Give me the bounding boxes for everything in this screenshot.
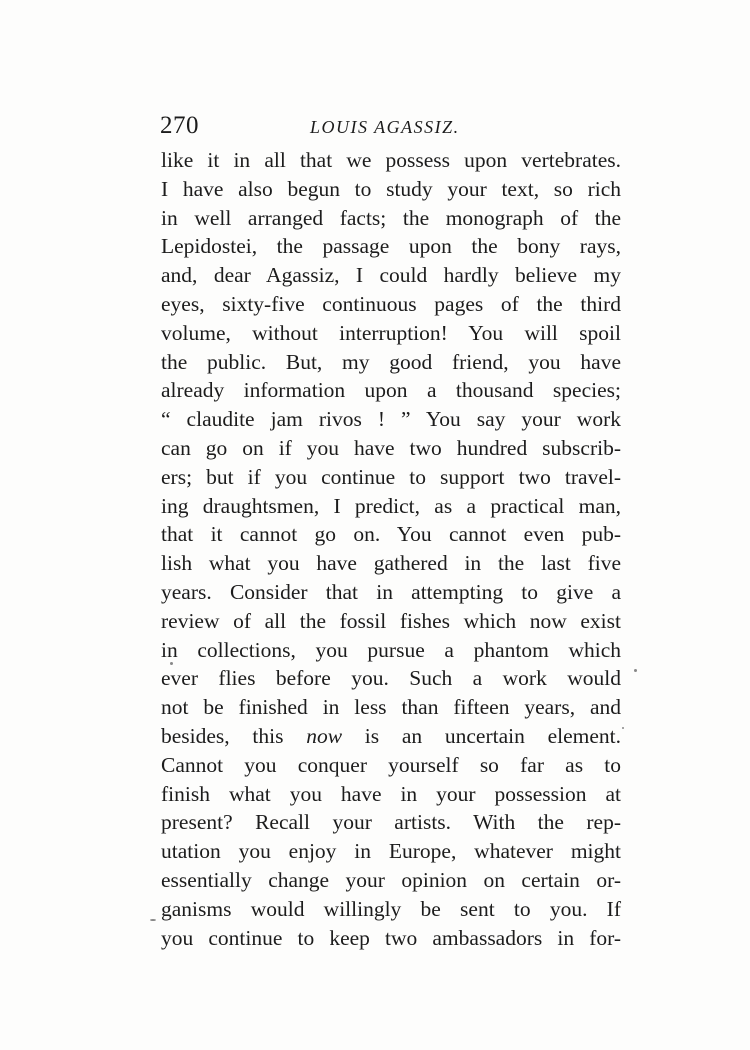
running-title: LOUIS AGASSIZ. [310, 117, 460, 137]
paper-speck [622, 727, 624, 729]
text-line: ever flies before you. Such a work would [161, 666, 621, 691]
text-line: Cannot you conquer yourself so far as to [161, 752, 621, 777]
text-line: in well arranged facts; the monograph of the [161, 205, 621, 230]
paper-speck [170, 662, 173, 665]
text-line: review of all the fossil fishes which now exist [161, 608, 621, 633]
text-line: ers; but if you continue to support two travel- [161, 464, 621, 489]
text-line: like it in all that we possess upon vertebrates. [161, 148, 621, 172]
text-line: volume, without interruption! You will spoil [161, 320, 621, 345]
text-line: that it cannot go on. You cannot even pub- [161, 522, 621, 547]
text-fragment: besides, this [161, 723, 284, 748]
text-line: utation you enjoy in Europe, whatever might [161, 839, 621, 864]
text-fragment: is an uncertain element. [364, 723, 622, 748]
text-line: can go on if you have two hundred subscrib- [161, 435, 621, 460]
text-line: already information upon a thousand species; [161, 378, 621, 403]
paper-speck [150, 919, 156, 921]
text-line: ing draughtsmen, I predict, as a practical man, [161, 493, 621, 518]
text-line: not be finished in less than fifteen years, and [161, 695, 621, 720]
page-number: 270 [160, 112, 199, 139]
text-line: and, dear Agassiz, I could hardly believe my [161, 263, 621, 288]
text-line: you continue to keep two ambassadors in for- [161, 925, 621, 950]
text-line: years. Consider that in attempting to give a [161, 579, 621, 604]
body-text [161, 146, 621, 952]
paper-speck [634, 669, 637, 672]
text-line: Lepidostei, the passage upon the bony rays, [161, 234, 621, 259]
text-line: finish what you have in your possession at [161, 781, 621, 806]
text-line: the public. But, my good friend, you have [161, 349, 621, 374]
text-line: “ claudite jam rivos ! ” You say your work [161, 407, 621, 432]
text-line: in collections, you pursue a phantom which [161, 637, 621, 662]
text-line: present? Recall your artists. With the rep- [161, 810, 621, 835]
text-line-with-italic [161, 722, 621, 751]
text-line: lish what you have gathered in the last five [161, 551, 621, 576]
text-line: I have also begun to study your text, so rich [161, 176, 621, 201]
text-line: essentially change your opinion on certain or- [161, 867, 621, 892]
running-head [160, 112, 620, 146]
italic-word: now [306, 723, 343, 748]
text-line: ganisms would willingly be sent to you. If [161, 896, 621, 921]
text-line: eyes, sixty-five continuous pages of the third [161, 291, 621, 316]
